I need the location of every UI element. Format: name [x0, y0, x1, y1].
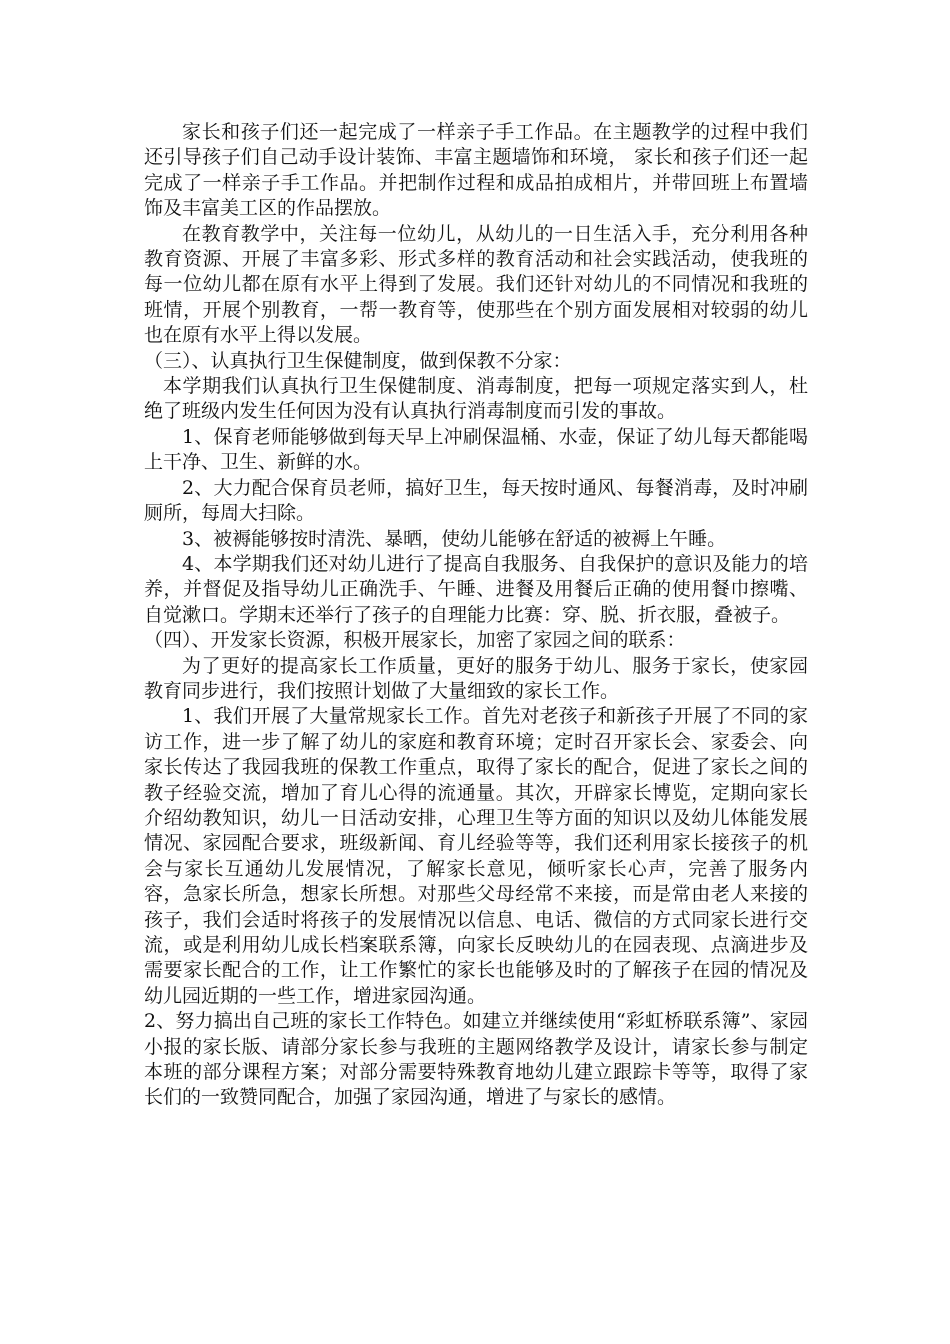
paragraph-hygiene-intro: 本学期我们认真执行卫生保健制度、消毒制度，把每一项规定落实到人，杜绝了班级内发生任何因为没有认真执行消毒制度而引发的事故。	[144, 375, 808, 423]
paragraph-parent-child-crafts: 家长和孩子们还一起完成了一样亲子手工作品。在主题教学的过程中我们还引导孩子们自己动手设计装饰、丰富主题墙饰和环境， 家长和孩子们还一起完成了一样亲子手工作品。并把制作过程和成品拍成相片，并带回班上布置墙饰及丰富美工区的作品摆放。	[144, 121, 808, 220]
paragraph-parents-intro: 为了更好的提高家长工作质量，更好的服务于幼儿、服务于家长，使家园教育同步进行，我们按照计划做了大量细致的家长工作。	[144, 654, 808, 702]
paragraph-education-teaching: 在教育教学中，关注每一位幼儿，从幼儿的一日生活入手，充分利用各种教育资源、开展了丰富多彩、形式多样的教育活动和社会实践活动，使我班的每一位幼儿都在原有水平上得到了发展。我们还针对幼儿的不同情况和我班的班情，开展个别教育，一帮一教育等，使那些在个别方面发展相对较弱的幼儿也在原有水平上得以发展。	[144, 222, 808, 347]
section-heading-hygiene: （三）、认真执行卫生保健制度，做到保教不分家：	[144, 349, 572, 372]
section-heading-parents: （四）、开发家长资源，积极开展家长，加密了家园之间的联系：	[144, 629, 686, 652]
list-item-parents-2: 2、努力搞出自己班的家长工作特色。如建立并继续使用“彩虹桥联系簿”、家园小报的家长版、请部分家长参与我班的主题网络教学及设计，请家长参与制定本班的部分课程方案；对部分需要特殊教育地幼儿建立跟踪卡等等，取得了家长们的一致赞同配合，加强了家园沟通，增进了与家长的感情。	[144, 1010, 808, 1109]
document-page	[144, 120, 808, 1111]
list-item-hygiene-3: 3、被褥能够按时清洗、暴晒，使幼儿能够在舒适的被褥上午睡。	[182, 527, 727, 550]
list-item-hygiene-2: 2、大力配合保育员老师，搞好卫生，每天按时通风、每餐消毒，及时冲刷厕所，每周大扫除。	[144, 476, 808, 525]
list-item-hygiene-4: 4、本学期我们还对幼儿进行了提高自我服务、自我保护的意识及能力的培养，并督促及指导幼儿正确洗手、午睡、进餐及用餐后正确的使用餐巾擦嘴、自觉漱口。学期末还举行了孩子的自理能力比赛：穿、脱、折衣服，叠被子。	[144, 552, 808, 626]
list-item-hygiene-1: 1、保育老师能够做到每天早上冲刷保温桶、水壶，保证了幼儿每天都能喝上干净、卫生、新鲜的水。	[144, 425, 808, 474]
list-item-parents-1: 1、我们开展了大量常规家长工作。首先对老孩子和新孩子开展了不同的家访工作，进一步了解了幼儿的家庭和教育环境；定时召开家长会、家委会、向家长传达了我园我班的保教工作重点，取得了家长的配合，促进了家长之间的教子经验交流，增加了育儿心得的流通量。其次，开辟家长博览，定期向家长介绍幼教知识，幼儿一日活动安排，心理卫生等方面的知识以及幼儿体能发展情况、家园配合要求，班级新闻、育儿经验等等，我们还利用家长接孩子的机会与家长互通幼儿发展情况，了解家长意见，倾听家长心声，完善了服务内容，急家长所急，想家长所想。对那些父母经常不来接，而是常由老人来接的孩子，我们会适时将孩子的发展情况以信息、电话、微信的方式同家长进行交流，或是利用幼儿成长档案联系簿，向家长反映幼儿的在园表现、点滴进步及需要家长配合的工作，让工作繁忙的家长也能够及时的了解孩子在园的情况及幼儿园近期的一些工作，增进家园沟通。	[144, 705, 808, 1007]
